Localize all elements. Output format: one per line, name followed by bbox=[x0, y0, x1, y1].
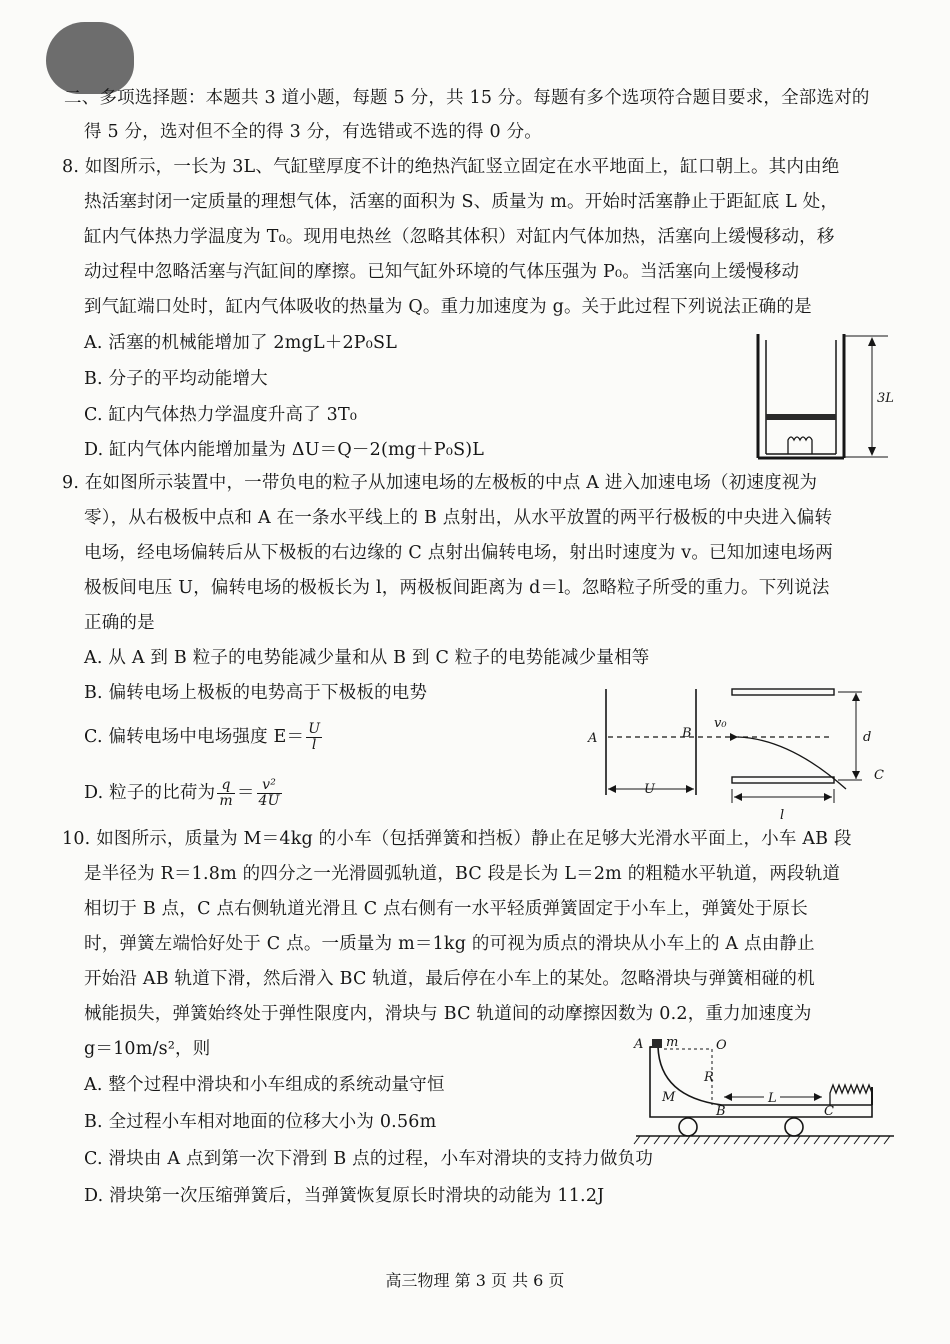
q10-figure-label-a: A bbox=[634, 1037, 644, 1052]
q8-stem-line-4: 动过程中忽略活塞与汽缸间的摩擦。已知气缸外环境的气体压强为 P₀。当活塞向上缓慢移动 bbox=[84, 262, 800, 282]
q9-option-d-prefix: D. 粒子的比荷为 bbox=[84, 783, 216, 803]
q10-cart-figure bbox=[632, 1035, 900, 1150]
q9-stem-line-4: 极板间电压 U，偏转电场的极板长为 l，两极板间距离为 d＝l。忽略粒子所受的重力。下列说法 bbox=[84, 578, 830, 598]
q10-stem-line-3: 相切于 B 点，C 点右侧轨道光滑且 C 点右侧有一水平轻质弹簧固定于小车上，弹簧处于原长 bbox=[84, 899, 808, 919]
q8-option-d: D. 缸内气体内能增加量为 ΔU＝Q－2(mg＋P₀S)L bbox=[84, 440, 485, 460]
q10-figure-label-c: C bbox=[824, 1104, 834, 1119]
q9-option-d-rhs-den: 4U bbox=[258, 793, 280, 809]
q9-option-d-eq: ＝ bbox=[236, 783, 255, 803]
q10-figure-label-o: O bbox=[716, 1038, 727, 1053]
q9-option-c-den: l bbox=[311, 737, 317, 753]
q10-option-d: D. 滑块第一次压缩弹簧后，当弹簧恢复原长时滑块的动能为 11.2J bbox=[84, 1186, 605, 1206]
q10-figure-label-l: L bbox=[768, 1091, 777, 1106]
q9-stem-line-1: 9. 在如图所示装置中，一带负电的粒子从加速电场的左极板的中点 A 进入加速电场（初速度视为 bbox=[62, 473, 818, 493]
section-header-line-1: 二、多项选择题：本题共 3 道小题，每题 5 分，共 15 分。每题有多个选项符合题目要求，全部选对的 bbox=[64, 88, 870, 108]
q10-stem-line-1: 10. 如图所示，质量为 M＝4kg 的小车（包括弹簧和挡板）静止在足够大光滑水平面上，小车 AB 段 bbox=[62, 829, 852, 849]
q9-figure-label-l: l bbox=[780, 808, 785, 823]
q8-option-a: A. 活塞的机械能增加了 2mgL＋2P₀SL bbox=[84, 333, 398, 353]
q9-option-a: A. 从 A 到 B 粒子的电势能减少量和从 B 到 C 粒子的电势能减少量相等 bbox=[84, 648, 650, 668]
q10-option-a: A. 整个过程中滑块和小车组成的系统动量守恒 bbox=[84, 1075, 445, 1095]
q9-option-d-lhs-den: m bbox=[219, 793, 233, 809]
q9-figure-label-u: U bbox=[644, 782, 655, 797]
q9-figure-label-a: A bbox=[588, 731, 598, 746]
q10-option-b: B. 全过程小车相对地面的位移大小为 0.56m bbox=[84, 1112, 437, 1132]
q9-option-c bbox=[84, 716, 324, 758]
q9-option-b: B. 偏转电场上极板的电势高于下极板的电势 bbox=[84, 683, 428, 703]
q10-stem-line-2: 是半径为 R＝1.8m 的四分之一光滑圆弧轨道，BC 段是长为 L＝2m 的粗糙水平轨道，两段轨道 bbox=[84, 864, 841, 884]
q9-stem-line-2: 零），从右极板中点和 A 在一条水平线上的 B 点射出，从水平放置的两平行极板的中央进入偏转 bbox=[84, 508, 833, 528]
q10-stem-line-4: 时，弹簧左端恰好处于 C 点。一质量为 m＝1kg 的可视为质点的滑块从小车上的 A 点由静止 bbox=[84, 934, 815, 954]
q8-figure-label-3l: 3L bbox=[877, 391, 894, 406]
q9-option-d bbox=[84, 772, 284, 814]
q9-figure-label-b: B bbox=[682, 726, 692, 741]
q10-stem-line-6: 械能损失，弹簧始终处于弹性限度内，滑块与 BC 轨道间的动摩擦因数为 0.2，重力加速度为 bbox=[84, 1004, 812, 1024]
q10-figure-label-m-large: M bbox=[662, 1090, 676, 1105]
q9-figure-label-d: d bbox=[863, 730, 872, 745]
q8-option-b: B. 分子的平均动能增大 bbox=[84, 369, 268, 389]
q10-stem-line-5: 开始沿 AB 轨道下滑，然后滑入 BC 轨道，最后停在小车上的某处。忽略滑块与弹簧相碰的机 bbox=[84, 969, 815, 989]
page-footer: 高三物理 第 3 页 共 6 页 bbox=[385, 1271, 565, 1290]
q8-stem-line-2: 热活塞封闭一定质量的理想气体，活塞的面积为 S、质量为 m。开始时活塞静止于距缸底 L 处， bbox=[84, 192, 839, 212]
q9-option-c-num: U bbox=[308, 721, 321, 737]
q8-cylinder-figure bbox=[740, 330, 900, 465]
q10-figure-label-r: R bbox=[704, 1070, 714, 1085]
q9-field-figure bbox=[580, 685, 900, 825]
q9-option-d-lhs-num: q bbox=[217, 778, 234, 794]
q9-figure-label-v0: v₀ bbox=[714, 716, 727, 731]
q10-stem-line-7: g＝10m/s²，则 bbox=[84, 1039, 211, 1059]
q9-option-d-lhs-fraction bbox=[217, 778, 234, 809]
q8-stem-line-3: 缸内气体热力学温度为 T₀。现用电热丝（忽略其体积）对缸内气体加热，活塞向上缓慢移动，移 bbox=[84, 227, 835, 247]
q9-option-d-rhs-num: v² bbox=[257, 778, 282, 794]
q8-stem-line-5: 到气缸端口处时，缸内气体吸收的热量为 Q。重力加速度为 g。关于此过程下列说法正确的是 bbox=[84, 297, 812, 317]
q8-option-c: C. 缸内气体热力学温度升高了 3T₀ bbox=[84, 405, 358, 425]
q9-option-c-fraction bbox=[306, 722, 322, 753]
q9-option-c-prefix: C. 偏转电场中电场强度 E＝ bbox=[84, 727, 305, 747]
q8-stem-line-1: 8. 如图所示，一长为 3L、气缸壁厚度不计的绝热汽缸竖立固定在水平地面上，缸口朝上。其内由绝 bbox=[62, 157, 840, 177]
q9-stem-line-3: 电场，经电场偏转后从下极板的右边缘的 C 点射出偏转电场，射出时速度为 v。已知加速电场两 bbox=[84, 543, 833, 563]
q9-figure-label-c: C bbox=[874, 768, 884, 783]
q10-figure-label-b: B bbox=[716, 1104, 726, 1119]
q10-option-c: C. 滑块由 A 点到第一次下滑到 B 点的过程，小车对滑块的支持力做负功 bbox=[84, 1149, 654, 1169]
q9-stem-line-5: 正确的是 bbox=[84, 613, 155, 633]
redaction-blob bbox=[46, 22, 134, 94]
q10-figure-label-m-small: m bbox=[666, 1035, 679, 1050]
section-header-line-2: 得 5 分，选对但不全的得 3 分，有选错或不选的得 0 分。 bbox=[84, 122, 542, 142]
q9-option-d-rhs-fraction bbox=[257, 778, 282, 809]
